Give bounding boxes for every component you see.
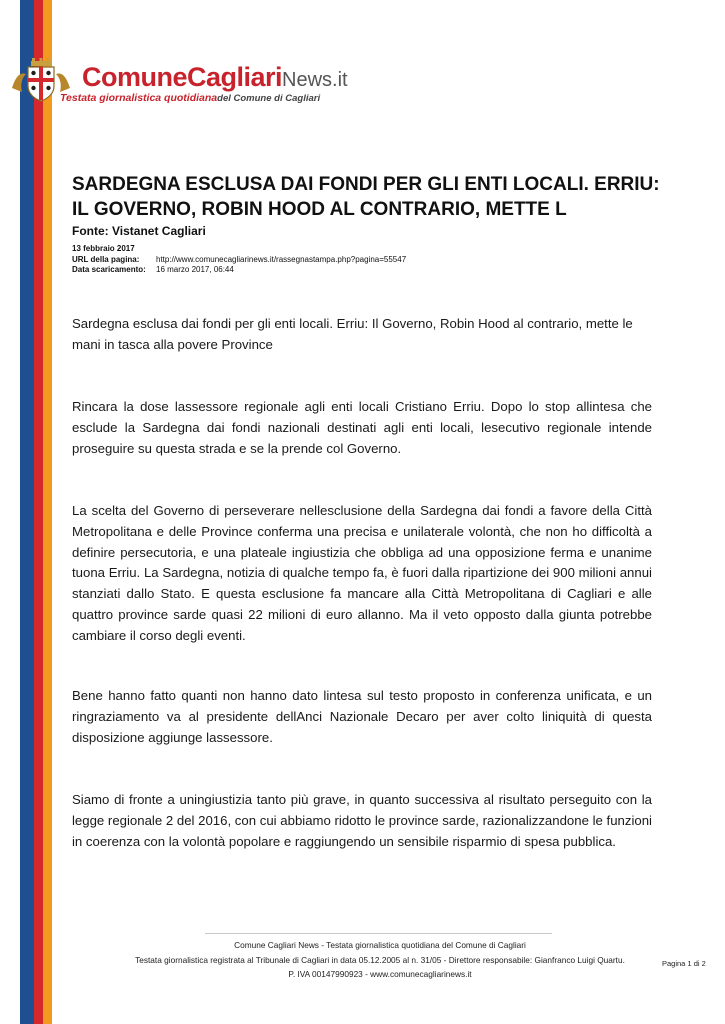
- download-label: Data scaricamento:: [72, 265, 146, 274]
- left-band-blue: [20, 0, 34, 1024]
- brand-suffix: News.it: [282, 69, 348, 91]
- tagline-main: Testata giornalistica quotidiana: [60, 92, 218, 104]
- site-logo[interactable]: [10, 58, 348, 108]
- article-paragraph: Sardegna esclusa dai fondi per gli enti locali. Erriu: Il Governo, Robin Hood al contrario, mette le mani in tasca alla povere Province: [72, 316, 633, 352]
- brand-name: [82, 62, 348, 93]
- article-date: 13 febbraio 2017: [72, 244, 135, 253]
- article-source: Fonte: Vistanet Cagliari: [72, 224, 206, 238]
- page-number: Pagina 1 di 2: [662, 959, 706, 968]
- footer-divider: [205, 933, 552, 934]
- tagline-rest: del Comune di Cagliari: [217, 93, 321, 104]
- article-title: SARDEGNA ESCLUSA DAI FONDI PER GLI ENTI LOCALI. ERRIU: IL GOVERNO, ROBIN HOOD AL CONTRARIO, METTE L: [72, 174, 660, 220]
- url-label: URL della pagina:: [72, 254, 140, 264]
- page-footer: [110, 938, 650, 982]
- article-paragraph: Bene hanno fatto quanti non hanno dato lintesa sul testo proposto in conferenza unificata, e un ringraziamento va al presidente dellAnci Nazionale Decaro per aver colto liniquità di questa disposizione aggiunge lassessore.: [72, 688, 652, 745]
- article-paragraph: Siamo di fronte a uningiustizia tanto più grave, in quanto successiva al risultato perseguito con la legge regionale 2 del 2016, con cui abbiamo ridotto le province sarde, razionalizzandone le funzioni in coerenza con la volontà popolare e raggiungendo un sensibile risparmio di spesa pubblica.: [72, 792, 652, 849]
- left-band-orange: [43, 0, 52, 1024]
- article-paragraph: La scelta del Governo di perseverare nellesclusione della Sardegna dai fondi a favore della Città Metropolitana e delle Province conferma una precisa e unilaterale volontà, che non ho difficoltà a definire persecutoria, e una plateale ingiustizia che obbliga ad una opposizione ferma e unanime tuona Erriu. La Sardegna, notizia di qualche tempo fa, è fuori dalla ripartizione dei 900 milioni annui stanziati dallo Stato. E questa esclusione fa mancare alla Città Metropolitana di Cagliari e alle quattro province sarde quasi 22 milioni di euro allanno. Ma il veto opposto dalla giunta potrebbe cambiare il corso degli eventi.: [72, 503, 652, 643]
- article-meta: [72, 244, 406, 276]
- brand-tagline: [60, 92, 320, 104]
- article-paragraph: Rincara la dose lassessore regionale agli enti locali Cristiano Erriu. Dopo lo stop allintesa che esclude la Sardegna dai fondi nazionali destinati agli enti locali, lesecutivo regionale intende proseguire su questa strada e se la prende col Governo.: [72, 399, 652, 456]
- footer-line-2: Testata giornalistica registrata al Tribunale di Cagliari in data 05.12.2005 al n. 31/05 - Direttore responsabile: Gianfranco Luigi Quartu.: [135, 954, 625, 965]
- footer-line-1: Comune Cagliari News - Testata giornalistica quotidiana del Comune di Cagliari: [234, 940, 526, 950]
- download-value: 16 marzo 2017, 06:44: [156, 265, 234, 274]
- url-value[interactable]: http://www.comunecagliarinews.it/rassegnastampa.php?pagina=55547: [156, 254, 407, 264]
- brand-main: ComuneCagliari: [82, 62, 283, 92]
- footer-line-3: P. IVA 00147990923 - www.comunecagliarinews.it: [288, 969, 472, 979]
- left-band-red: [34, 0, 43, 1024]
